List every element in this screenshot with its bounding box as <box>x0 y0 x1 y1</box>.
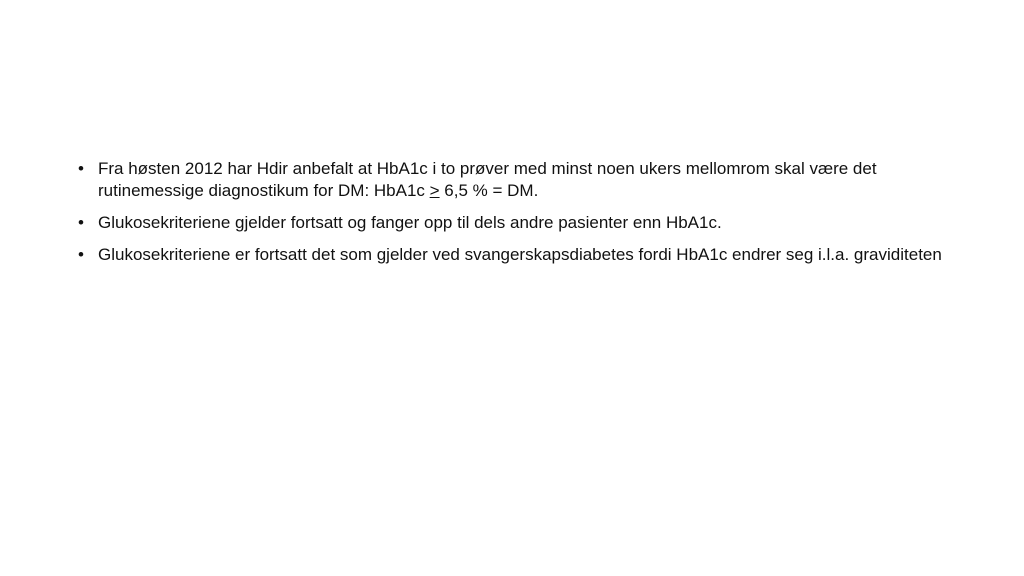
bullet-text: Glukosekriteriene gjelder fortsatt og fanger opp til dels andre pasienter enn HbA1c. <box>98 213 722 232</box>
bullet-text: Fra høsten 2012 har Hdir anbefalt at HbA1c i to prøver med minst noen ukers mellomrom skal være det rutinemessige diagnostikum for DM: HbA1c <box>98 159 877 200</box>
bullet-item-hba1c-recommendation <box>76 158 946 202</box>
bullet-dot-icon: • <box>78 159 84 178</box>
bullet-text: Glukosekriteriene er fortsatt det som gjelder ved svangerskapsdiabetes fordi HbA1c endrer seg i.l.a. graviditeten <box>98 245 942 264</box>
bullet-dot-icon: • <box>78 213 84 232</box>
bullet-dot-icon: • <box>78 245 84 264</box>
greater-equal-sign: > <box>429 181 440 200</box>
bullet-list <box>76 158 946 276</box>
bullet-item-gestational-diabetes <box>76 244 946 266</box>
bullet-item-glucose-criteria <box>76 212 946 234</box>
bullet-text-tail: 6,5 % = DM. <box>439 181 539 200</box>
